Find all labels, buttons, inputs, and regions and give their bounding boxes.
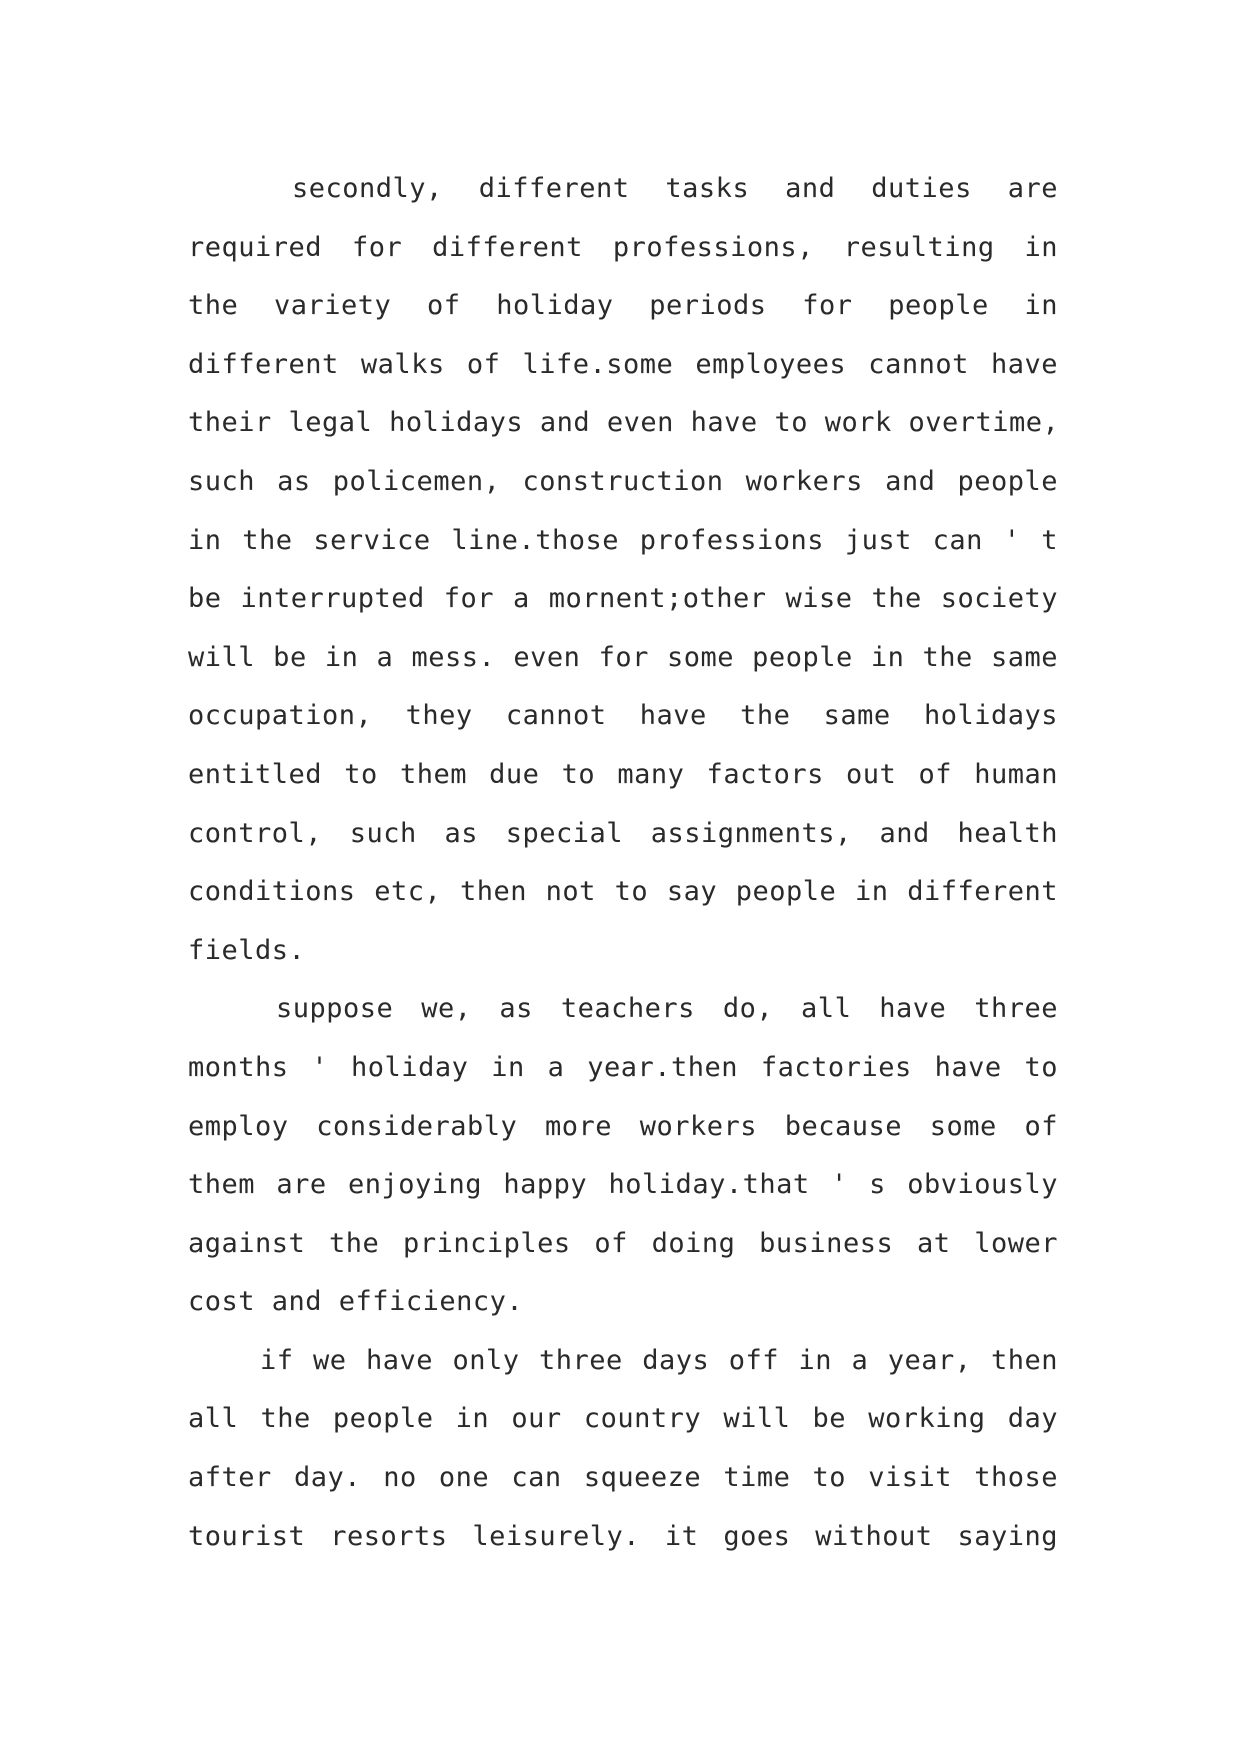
paragraph-line: after day. no one can squeeze time to visit those (188, 1462, 1058, 1494)
paragraph-line: such as policemen, construction workers and people (188, 465, 1058, 497)
paragraph-line: suppose we, as teachers do, all have three (276, 993, 1058, 1025)
paragraph-line: tourist resorts leisurely. it goes without saying (188, 1520, 1058, 1552)
paragraph-line: different walks of life.some employees cannot have (188, 348, 1058, 380)
paragraph-line: all the people in our country will be working day (188, 1403, 1058, 1435)
paragraph-line: fields. (188, 934, 306, 966)
paragraph-line: entitled to them due to many factors out of human (188, 758, 1058, 790)
body-text (188, 160, 1058, 1566)
paragraph-line: control, such as special assignments, and health (188, 817, 1058, 849)
paragraph-line: be interrupted for a mornent;other wise the society (188, 583, 1058, 615)
paragraph-line: the variety of holiday periods for people in (188, 290, 1058, 322)
paragraph-line: against the principles of doing business at lower (188, 1227, 1058, 1259)
paragraph-line: required for different professions, resulting in (188, 231, 1058, 263)
paragraph-line: months ' holiday in a year.then factories have to (188, 1051, 1058, 1083)
paragraph-line: cost and efficiency. (188, 1286, 524, 1318)
paragraph-line: them are enjoying happy holiday.that ' s obviously (188, 1169, 1058, 1201)
paragraph-line: will be in a mess. even for some people in the same (188, 641, 1058, 673)
paragraph-line: employ considerably more workers because some of (188, 1110, 1058, 1142)
paragraph-line: conditions etc, then not to say people in different (188, 876, 1058, 908)
paragraph-line: if we have only three days off in a year, then (260, 1344, 1058, 1376)
paragraph-line: in the service line.those professions just can ' t (188, 524, 1058, 556)
paragraph-line: secondly, different tasks and duties are (292, 173, 1058, 204)
paragraph-line: occupation, they cannot have the same holidays (188, 700, 1058, 732)
paragraph-line: their legal holidays and even have to work overtime, (188, 407, 1060, 439)
